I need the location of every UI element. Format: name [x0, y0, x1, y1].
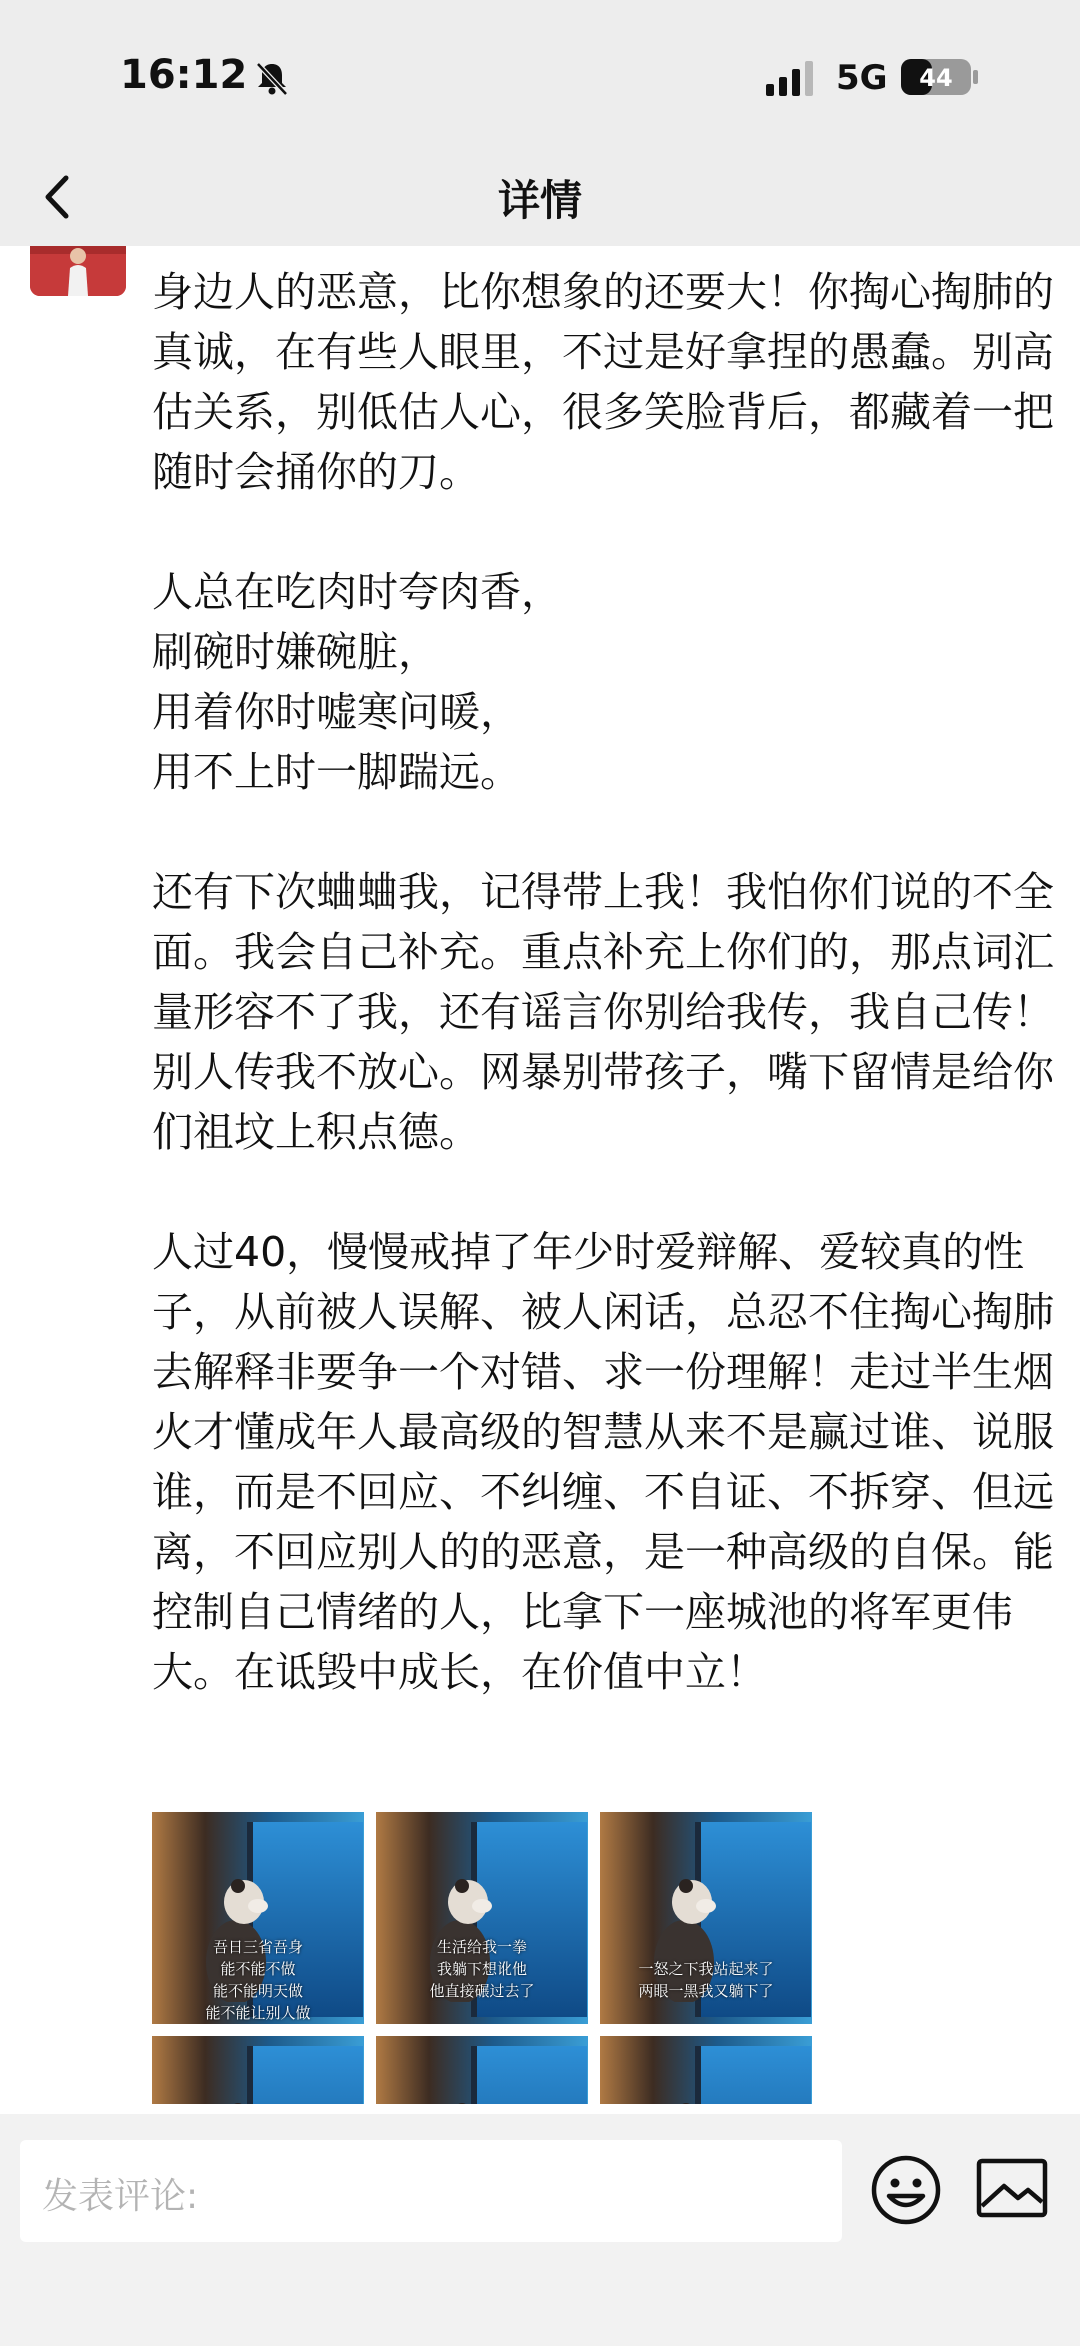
comment-input[interactable]	[20, 2140, 842, 2242]
image-caption-line: 他直接碾过去了	[429, 1982, 535, 2000]
post-image[interactable]	[376, 2036, 588, 2104]
opossum-illustration	[642, 2096, 722, 2104]
post-image[interactable]	[600, 1812, 812, 2024]
avatar-photo	[30, 246, 126, 296]
post-image[interactable]	[152, 1812, 364, 2024]
network-type: 5G	[836, 58, 888, 98]
image-caption-line: 能不能明天做	[212, 1982, 303, 2000]
image-caption-line: 两眼一黑我又躺下了	[638, 1982, 774, 2000]
post-image[interactable]	[376, 1812, 588, 2024]
image-caption-line: 一怒之下我站起来了	[638, 1960, 774, 1978]
post-paragraph: 人总在吃肉时夸肉香， 刷碗时嫌碗脏， 用着你时嘘寒问暖， 用不上时一脚踹远。	[152, 568, 562, 796]
cellular-signal-icon	[764, 60, 820, 96]
image-caption-line: 吾日三省吾身	[212, 1938, 303, 1956]
image-caption-line: 我躺下想讹他	[436, 1960, 527, 1978]
post-image[interactable]	[152, 2036, 364, 2104]
opossum-illustration	[418, 2096, 498, 2104]
comment-placeholder: 发表评论:	[42, 2176, 199, 2217]
image-caption-line: 生活给我一拳	[436, 1938, 527, 1956]
bell-muted-icon	[252, 58, 292, 98]
battery-icon	[900, 58, 980, 96]
page-title: 详情	[497, 176, 582, 225]
image-caption-line: 能不能让别人做	[205, 2004, 311, 2022]
image-caption-line: 能不能不做	[220, 1960, 296, 1978]
post-image[interactable]	[600, 2036, 812, 2104]
avatar[interactable]	[30, 246, 126, 296]
battery-level: 44	[919, 64, 953, 92]
post-paragraph: 还有下次蛐蛐我，记得带上我！我怕你们说的不全面。我会自己补充。重点补充上你们的，那点词汇量形容不了我，还有谣言你别给我传，我自己传！别人传我不放心。网暴别带孩子，嘴下留情是给你们祖坟上积点德。	[152, 868, 1054, 1156]
post-paragraph: 身边人的恶意，比你想象的还要大！你掏心掏肺的真诚，在有些人眼里，不过是好拿捏的愚蠢。别高估关系，别低估人心，很多笑脸背后，都藏着一把随时会捅你的刀。	[152, 268, 1054, 496]
nav-bar	[0, 150, 1080, 246]
opossum-illustration	[194, 2096, 274, 2104]
post-image-grid	[152, 1812, 812, 2104]
post-paragraph: 人过40，慢慢戒掉了年少时爱辩解、爱较真的性子，从前被人误解、被人闲话，总忍不住掏心掏肺去解释非要争一个对错、求一份理解！走过半生烟火才懂成年人最高级的智慧从来不是赢过谁、说服谁，而是不回应、不纠缠、不自证、不拆穿、但远离，不回应别人的的恶意，是一种高级的自保。能控制自己情绪的人，比拿下一座城池的将军更伟大。在诋毁中成长，在价值中立！	[152, 1228, 1054, 1696]
status-time: 16:12	[120, 52, 248, 98]
comment-bar	[0, 2114, 1080, 2346]
image-icon[interactable]	[976, 2156, 1048, 2220]
status-bar	[0, 0, 1080, 150]
emoji-icon[interactable]	[870, 2154, 942, 2226]
post-content	[152, 262, 1057, 1702]
